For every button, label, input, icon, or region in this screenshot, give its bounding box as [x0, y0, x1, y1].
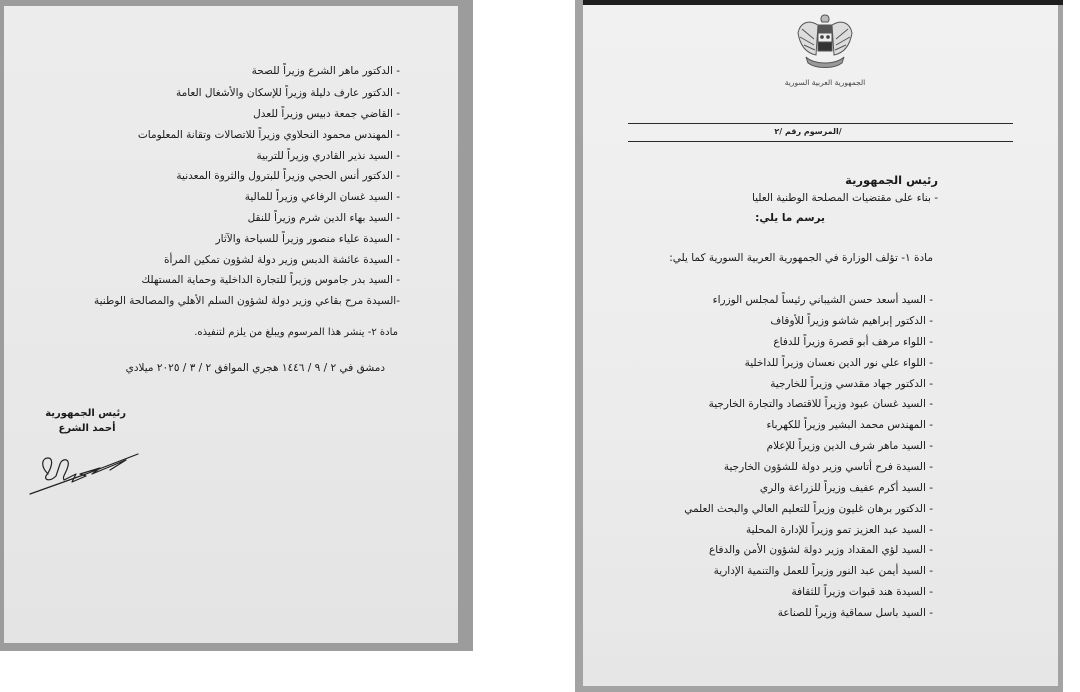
document-page-2 [0, 0, 473, 651]
minister-line: - السيدة هند قبوات وزيراً للثقافة [791, 586, 933, 598]
minister-line: - اللواء علي نور الدين نعسان وزيراً للداخلية [744, 357, 933, 369]
decree-number: المرسوم رقم /٢/ [774, 127, 842, 136]
signatory-title: رئيس الجمهورية [45, 408, 126, 419]
article-1: مادة ١- تؤلف الوزارة في الجمهورية العربية السورية كما يلي: [669, 252, 933, 264]
minister-line: - السيد أيمن عبد النور وزيراً للعمل والتنمية الإدارية [713, 565, 933, 577]
paper-sheet [583, 5, 1058, 686]
minister-line: - السيد أكرم عفيف وزيراً للزراعة والري [759, 482, 933, 494]
minister-line: - اللواء مرهف أبو قصرة وزيراً للدفاع [773, 336, 933, 348]
minister-line: - السيدة علياء منصور وزيراً للسياحة والآثار [215, 233, 400, 245]
minister-line: - القاضي جمعة دبيس وزيراً للعدل [253, 108, 400, 120]
paper-sheet [4, 6, 458, 643]
minister-line: - السيدة عائشة الدبس وزير دولة لشؤون تمكين المرأة [163, 254, 400, 266]
signatory-name: أحمد الشرع [58, 423, 116, 434]
minister-line: - السيد أسعد حسن الشيباني رئيساً لمجلس الوزراء [712, 294, 933, 306]
minister-line: - الدكتور إبراهيم شاشو وزيراً للأوقاف [770, 315, 933, 327]
document-page-1 [575, 0, 1063, 692]
decrees-statement: يرسم ما يلي: [755, 212, 825, 224]
signature-icon [26, 446, 146, 496]
minister-line: - السيد غسان عبود وزيراً للاقتصاد والتجارة الخارجية [708, 398, 933, 410]
minister-line: - الدكتور أنس الحجي وزيراً للبترول والثروة المعدنية [176, 170, 400, 182]
minister-line: - السيد لؤي المقداد وزير دولة لشؤون الأمن والدفاع [708, 544, 933, 556]
minister-line: - السيد ماهر شرف الدين وزيراً للإعلام [766, 440, 933, 452]
minister-line: - الدكتور جهاد مقدسي وزيراً للخارجية [770, 378, 933, 390]
document-heading: رئيس الجمهورية [845, 173, 938, 187]
minister-line: - السيد بهاء الدين شرم وزيراً للنقل [247, 212, 400, 224]
minister-line: - السيدة فرح أتاسي وزير دولة للشؤون الخارجية [723, 461, 933, 473]
emblem-caption: الجمهورية العربية السورية [784, 78, 866, 87]
minister-line: - الدكتور عارف دليلة وزيراً للإسكان والأشغال العامة [175, 87, 400, 99]
date-line: دمشق في ٢ / ٩ / ١٤٤٦ هجري الموافق ٢ / ٣ / ٢٠٢٥ ميلادي [125, 362, 385, 374]
syrian-eagle-emblem-icon [796, 9, 854, 71]
minister-line: - المهندس محمود النحلاوي وزيراً للاتصالات وتقانة المعلومات [137, 129, 400, 141]
minister-line: -السيدة مرح بقاعي وزير دولة لشؤون السلم الأهلي والمصالحة الوطنية [94, 295, 400, 307]
minister-line: - الدكتور ماهر الشرع وزيراً للصحة [251, 65, 400, 77]
minister-line: - المهندس محمد البشير وزيراً للكهرباء [766, 419, 933, 431]
minister-line: - السيد عبد العزيز تمو وزيراً للإدارة المحلية [745, 524, 933, 536]
divider [628, 141, 1013, 142]
divider [628, 123, 1013, 124]
letterhead [779, 5, 871, 95]
preamble: - بناء على مقتضيات المصلحة الوطنية العليا [751, 192, 938, 204]
minister-line: - السيد باسل سماقية وزيراً للصناعة [777, 607, 933, 619]
minister-line: - الدكتور برهان غليون وزيراً للتعليم العالي والبحث العلمي [684, 503, 933, 515]
minister-line: - السيد غسان الرفاعي وزيراً للمالية [244, 191, 400, 203]
article-2: مادة ٢- ينشر هذا المرسوم ويبلغ من يلزم لتنفيذه. [194, 327, 398, 338]
minister-line: - السيد نذير القادري وزيراً للتربية [256, 150, 400, 162]
minister-line: - السيد بدر جاموس وزيراً للتجارة الداخلية وحماية المستهلك [141, 274, 400, 286]
